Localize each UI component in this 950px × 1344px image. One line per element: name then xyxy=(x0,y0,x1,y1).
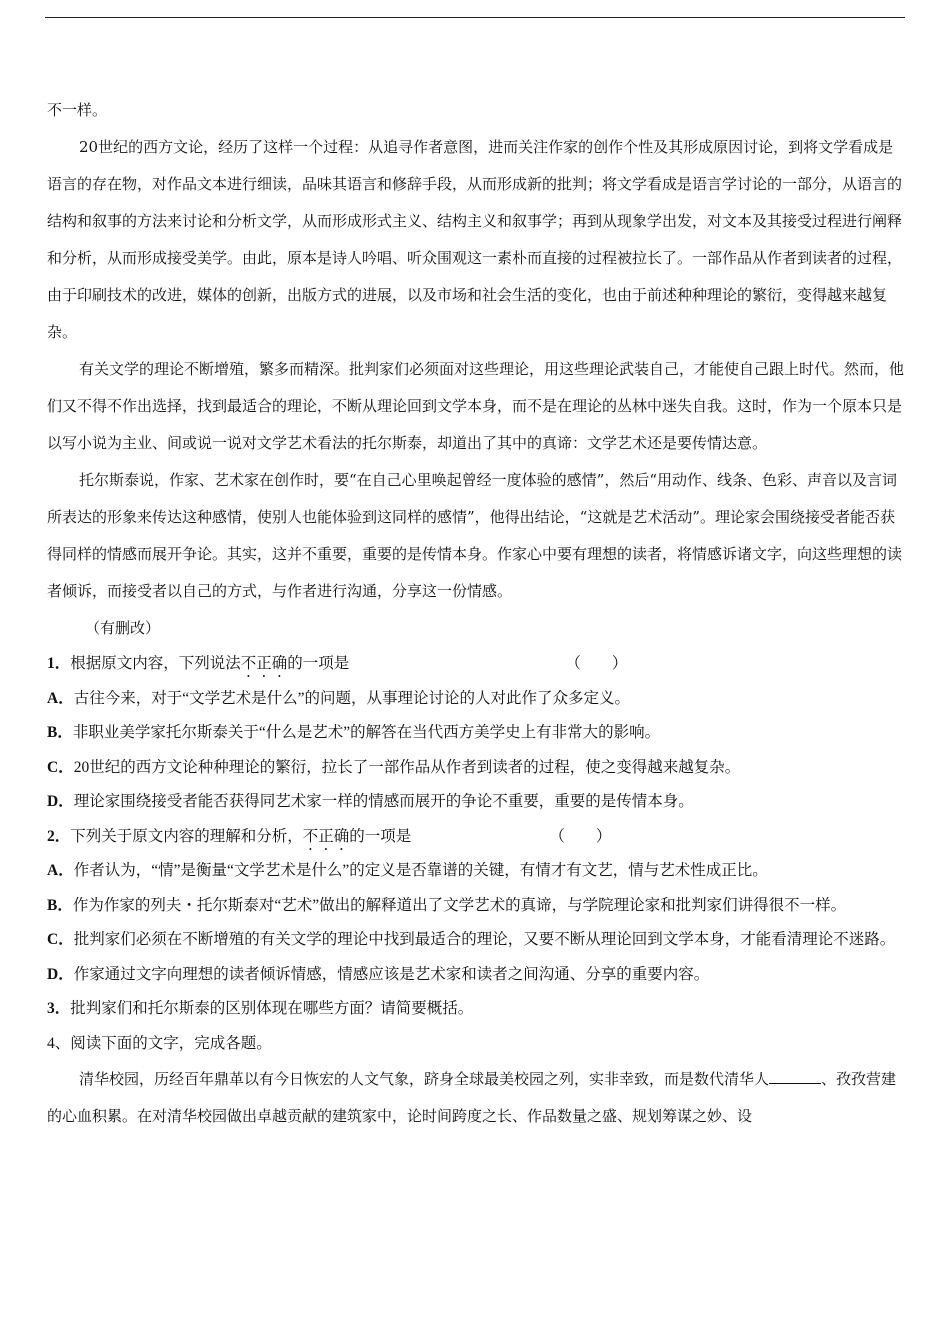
answer-parens: （ ） xyxy=(549,827,612,845)
option-c: C．20世纪的西方文论种种理论的繁衍，拉长了一部作品从作者到读者的过程，使之变得越来越复杂。 xyxy=(47,758,741,776)
document-body xyxy=(47,92,907,1135)
option-b: B．非职业美学家托尔斯泰关于“什么是艺术”的解答在当代西方美学史上有非常大的影响。 xyxy=(47,724,661,741)
question-1-stem: 1．根据原文内容，下列说法不正确的一项是 （ ） xyxy=(47,647,907,682)
question-3-number: 3． xyxy=(47,1000,71,1017)
question-3-stem: 3．批判家们和托尔斯泰的区别体现在哪些方面？请简要概括。 xyxy=(47,1000,474,1017)
question-1-number: 1． xyxy=(47,655,71,672)
option-d: D．理论家围绕接受者能否获得同艺术家一样的情感而展开的争论不重要，重要的是传情本身。 xyxy=(47,793,694,810)
fill-in-blank[interactable] xyxy=(769,1069,821,1084)
passage2-p1: 清华校园，历经百年鼎革以有今日恢宏的人文气象，跻身全球最美校园之列，实非幸致，而是数代清华人 、孜孜营建的心血积累。在对清华校园做出卓越贡献的建筑家中，论时间跨度之长、作品数量之盛、规划筹谋之妙、设 xyxy=(47,1070,897,1125)
emphasis-not-correct: 不正确 xyxy=(302,827,350,845)
passage1-source: （有删改） xyxy=(85,619,161,637)
answer-parens: （ ） xyxy=(565,655,628,672)
passage1-p2: 有关文学的理论不断增殖，繁多而精深。批判家们必须面对这些理论，用这些理论武装自己，才能使自己跟上时代。然而，他们又不得不作出选择，找到最适合的理论，不断从理论回到文学本身，而不是在理论的丛林中迷失自我。这时，作为一个原本只是以写小说为主业、间或说一说对文学艺术看法的托尔斯泰，却道出了其中的真谛：文学艺术还是要传情达意。 xyxy=(47,360,905,452)
passage1-p1: 20世纪的西方文论，经历了这样一个过程：从追寻作者意图，进而关注作家的创作个性及其形成原因讨论，到将文学看成是语言的存在物，对作品文本进行细读，品味其语言和修辞手段，从而形成新的批判；将文学看成是语言学讨论的一部分，从语言的结构和叙事的方法来讨论和分析文学，从而形成形式主义、结构主义和叙事学；再到从现象学出发，对文本及其接受过程进行阐释和分析，从而形成接受美学。由此，原本是诗人吟唱、听众围观这一素朴而直接的过程被拉长了。一部作品从作者到读者的过程，由于印刷技术的改进，媒体的创新，出版方式的进展，以及市场和社会生活的变化，也由于前述种种理论的繁衍，变得越来越复杂。 xyxy=(47,138,903,341)
option-a: A．古往今来，对于“文学艺术是什么”的问题，从事理论讨论的人对此作了众多定义。 xyxy=(47,689,630,707)
question-2-number: 2． xyxy=(47,827,71,845)
question-2 xyxy=(47,820,907,993)
question-3 xyxy=(47,992,907,1027)
option-a: A．作者认为，“情”是衡量“文学艺术是什么”的定义是否靠谱的关键，有情才有文艺，情与艺术性成正比。 xyxy=(47,862,768,879)
question-1 xyxy=(47,647,907,820)
option-b: B．作为作家的列夫・托尔斯泰对“艺术”做出的解释道出了文学艺术的真谛，与学院理论家和批判家们讲得很不一样。 xyxy=(47,896,847,914)
question-2-stem: 2．下列关于原文内容的理解和分析，不正确的一项是 （ ） xyxy=(47,820,907,855)
question-4-stem: 4、阅读下面的文字，完成各题。 xyxy=(47,1034,272,1052)
option-d: D．作家通过文字向理想的读者倾诉情感，情感应该是艺术家和读者之间沟通、分享的重要内容。 xyxy=(47,965,710,983)
option-c: C．批判家们必须在不断增殖的有关文学的理论中找到最适合的理论，又要不断从理论回到文学本身，才能看清理论不迷路。 xyxy=(47,931,896,948)
passage1-p0: 不一样。 xyxy=(47,101,108,119)
header-rule xyxy=(45,17,905,18)
emphasis-not-correct: 不正确 xyxy=(240,655,288,672)
passage1-p3: 托尔斯泰说，作家、艺术家在创作时，要“在自己心里唤起曾经一度体验的感情”，然后“用动作、线条、色彩、声音以及言词所表达的形象来传达这种感情，使别人也能体验到这同样的感情”，他得出结论，“这就是艺术活动”。理论家会围绕接受者能否获得同样的情感而展开争论。其实，这并不重要，重要的是传情本身。作家心中要有理想的读者，将情感诉诸文字，向这些理想的读者倾诉，而接受者以自己的方式，与作者进行沟通，分享这一份情感。 xyxy=(47,471,903,600)
question-4 xyxy=(47,1027,907,1062)
question-4-number: 4、 xyxy=(47,1034,71,1052)
